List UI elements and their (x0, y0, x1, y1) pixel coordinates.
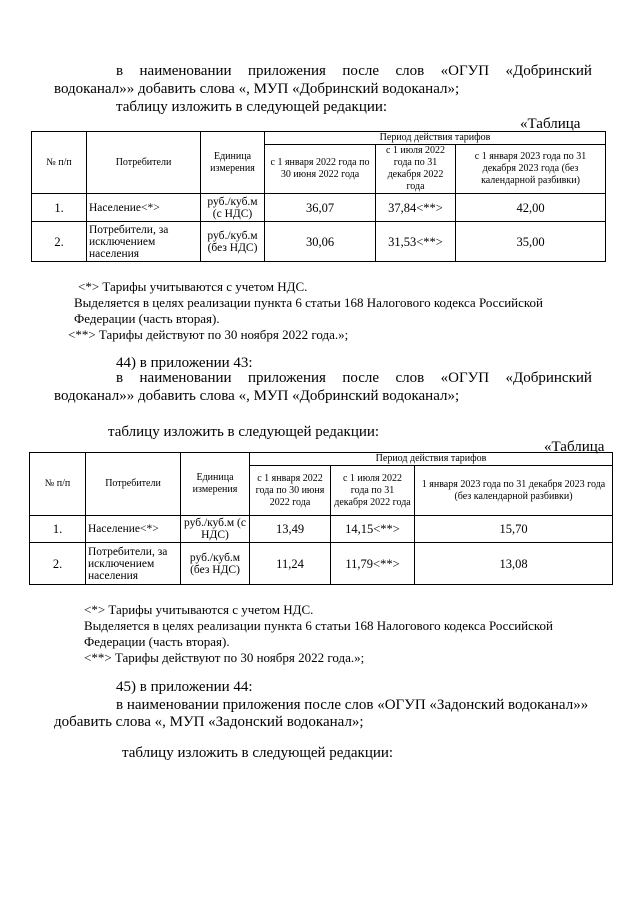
s1-footnote-1: <*> Тарифы учитываются с учетом НДС. (78, 279, 308, 294)
row-value-3: 42,00 (456, 194, 606, 222)
row-number: 1. (30, 516, 86, 543)
table-row (30, 516, 613, 543)
row-value-3: 35,00 (456, 222, 606, 262)
s1-tariff-table (31, 131, 606, 262)
row-value-1: 13,49 (250, 516, 331, 543)
s1-header-num: № п/п (32, 132, 87, 194)
row-consumer: Население<*> (87, 194, 201, 222)
row-value-3: 15,70 (415, 516, 613, 543)
s2-header-consumers: Потребители (86, 453, 181, 516)
row-consumer: Потребители, за исключением населения (86, 543, 181, 585)
s2-paragraph-line1: в наименовании приложения после слов «ОГУП «Добринский (116, 370, 592, 386)
s1-table-marker: «Таблица (520, 116, 581, 132)
s3-heading: 45) в приложении 44: (116, 679, 253, 695)
s1-header-period-2: с 1 июля 2022 года по 31 декабря 2022 года (376, 145, 456, 194)
s2-header-num: № п/п (30, 453, 86, 516)
row-unit: руб./куб.м (с НДС) (201, 194, 265, 222)
row-consumer: Потребители, за исключением населения (87, 222, 201, 262)
row-value-3: 13,08 (415, 543, 613, 585)
row-number: 2. (32, 222, 87, 262)
s2-footnote-4: <**> Тарифы действуют по 30 ноября 2022 года.»; (84, 650, 365, 665)
s1-header-period-1: с 1 января 2022 года по 30 июня 2022 года (265, 145, 376, 194)
s2-header-unit: Единица измерения (181, 453, 250, 516)
s2-header-period-3: 1 января 2023 года по 31 декабря 2023 года (без календарной разбивки) (415, 466, 613, 516)
s2-header-period-1: с 1 января 2022 года по 30 июня 2022 года (250, 466, 331, 516)
s1-footnote-4: <**> Тарифы действуют по 30 ноября 2022 года.»; (68, 327, 349, 342)
row-number: 2. (30, 543, 86, 585)
s1-header-period: Период действия тарифов (265, 132, 606, 145)
s2-heading: 44) в приложении 43: (116, 355, 253, 371)
row-value-1: 36,07 (265, 194, 376, 222)
s2-table-marker: «Таблица (544, 439, 605, 455)
row-value-2: 14,15<**> (331, 516, 415, 543)
row-unit: руб./куб.м (с НДС) (181, 516, 250, 543)
row-value-1: 11,24 (250, 543, 331, 585)
s2-tariff-table (29, 452, 613, 585)
row-unit: руб./куб.м (без НДС) (181, 543, 250, 585)
row-consumer: Население<*> (86, 516, 181, 543)
s1-header-consumers: Потребители (87, 132, 201, 194)
s2-footnote-1: <*> Тарифы учитываются с учетом НДС. (84, 602, 314, 617)
s1-paragraph-line3: таблицу изложить в следующей редакции: (116, 99, 388, 115)
row-value-2: 37,84<**> (376, 194, 456, 222)
table-row (30, 543, 613, 585)
s2-paragraph-line3: таблицу изложить в следующей редакции: (108, 424, 380, 440)
s3-paragraph-line2: добавить слова «, МУП «Задонский водоканал»; (54, 714, 364, 730)
row-unit: руб./куб.м (без НДС) (201, 222, 265, 262)
s1-footnote-3: Федерации (часть вторая). (74, 311, 220, 326)
table-row (32, 222, 606, 262)
row-value-2: 11,79<**> (331, 543, 415, 585)
s1-footnote-2: Выделяется в целях реализации пункта 6 статьи 168 Налогового кодекса Российской (74, 295, 544, 310)
s1-paragraph-line2: водоканал»» добавить слова «, МУП «Добринский водоканал»; (54, 81, 460, 97)
s2-header-period-2: с 1 июля 2022 года по 31 декабря 2022 года (331, 466, 415, 516)
s1-header-period-3: с 1 января 2023 года по 31 декабря 2023 года (без календарной разбивки) (456, 145, 606, 194)
table-row (32, 194, 606, 222)
s2-paragraph-line2: водоканал»» добавить слова «, МУП «Добринский водоканал»; (54, 388, 460, 404)
s2-footnote-2: Выделяется в целях реализации пункта 6 статьи 168 Налогового кодекса Российской (84, 618, 554, 633)
row-number: 1. (32, 194, 87, 222)
s1-paragraph-line1: в наименовании приложения после слов «ОГУП «Добринский (116, 63, 592, 79)
s2-footnote-3: Федерации (часть вторая). (84, 634, 230, 649)
s3-paragraph-line3: таблицу изложить в следующей редакции: (122, 745, 394, 761)
row-value-1: 30,06 (265, 222, 376, 262)
s3-paragraph-line1: в наименовании приложения после слов «ОГУП «Задонский водоканал»» (116, 697, 589, 713)
s2-header-period: Период действия тарифов (250, 453, 613, 466)
s1-header-unit: Единица измерения (201, 132, 265, 194)
row-value-2: 31,53<**> (376, 222, 456, 262)
